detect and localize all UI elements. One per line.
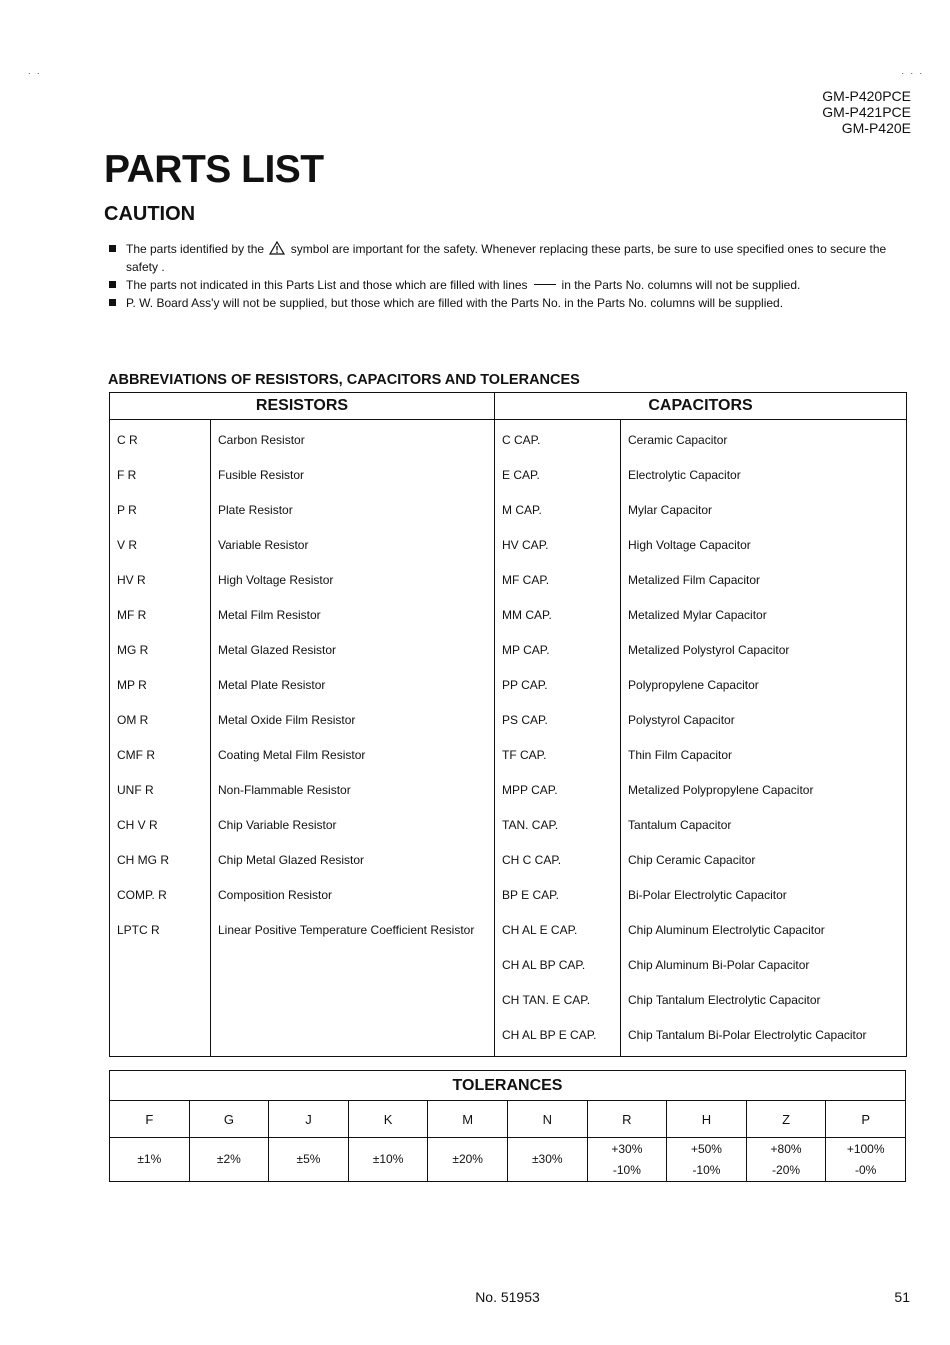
tolerances-table bbox=[109, 1070, 906, 1182]
dash-line-icon bbox=[534, 284, 556, 285]
table-row bbox=[110, 420, 907, 458]
table-row bbox=[110, 877, 907, 912]
caution-heading: CAUTION bbox=[104, 203, 196, 225]
capacitor-abbr-cell: C CAP. bbox=[495, 420, 621, 458]
capacitor-abbr-cell: PP CAP. bbox=[495, 667, 621, 702]
resistors-header: RESISTORS bbox=[110, 393, 495, 420]
capacitor-name-cell: Chip Tantalum Electrolytic Capacitor bbox=[621, 982, 907, 1017]
resistor-name-cell: Chip Metal Glazed Resistor bbox=[211, 842, 495, 877]
abbreviations-heading: ABBREVIATIONS OF RESISTORS, CAPACITORS AND TOLERANCES bbox=[108, 372, 580, 388]
tolerance-value bbox=[269, 1138, 349, 1182]
caution-note bbox=[108, 240, 913, 276]
capacitor-abbr-cell: E CAP. bbox=[495, 457, 621, 492]
resistor-abbr-cell: HV R bbox=[110, 562, 211, 597]
tolerance-minus: -10% bbox=[612, 1162, 641, 1177]
table-row bbox=[110, 982, 907, 1017]
resistor-name-cell: Metal Glazed Resistor bbox=[211, 632, 495, 667]
tolerance-value bbox=[428, 1138, 508, 1182]
table-row bbox=[110, 562, 907, 597]
capacitor-name-cell: Chip Tantalum Bi-Polar Electrolytic Capacitor bbox=[621, 1017, 907, 1057]
table-row bbox=[110, 1017, 907, 1057]
table-row bbox=[110, 807, 907, 842]
table-row bbox=[110, 947, 907, 982]
capacitor-abbr-cell: CH AL E CAP. bbox=[495, 912, 621, 947]
capacitor-name-cell: High Voltage Capacitor bbox=[621, 527, 907, 562]
capacitor-name-cell: Metalized Mylar Capacitor bbox=[621, 597, 907, 632]
resistor-abbr-cell: CH V R bbox=[110, 807, 211, 842]
tolerance-plus: ±20% bbox=[452, 1152, 483, 1166]
resistor-name-cell: Metal Oxide Film Resistor bbox=[211, 702, 495, 737]
capacitor-abbr-cell: CH TAN. E CAP. bbox=[495, 982, 621, 1017]
resistor-name-cell bbox=[211, 1017, 495, 1057]
capacitor-name-cell: Metalized Film Capacitor bbox=[621, 562, 907, 597]
tolerance-minus: -20% bbox=[772, 1162, 801, 1177]
table-row bbox=[110, 912, 907, 947]
capacitor-abbr-cell: M CAP. bbox=[495, 492, 621, 527]
resistor-abbr-cell: LPTC R bbox=[110, 912, 211, 947]
abbreviations-body bbox=[110, 420, 907, 1057]
tolerance-values-row bbox=[110, 1138, 906, 1182]
caution-note bbox=[108, 276, 913, 294]
capacitors-header: CAPACITORS bbox=[495, 393, 907, 420]
tolerance-code: N bbox=[507, 1101, 587, 1138]
tolerance-minus: -0% bbox=[855, 1162, 877, 1177]
table-row bbox=[110, 527, 907, 562]
capacitor-abbr-cell: MM CAP. bbox=[495, 597, 621, 632]
note-text: P. W. Board Ass'y will not be supplied, but those which are filled with the Parts No. in the Parts No. columns will be supplied. bbox=[126, 296, 784, 310]
resistor-name-cell: Composition Resistor bbox=[211, 877, 495, 912]
capacitor-name-cell: Chip Aluminum Electrolytic Capacitor bbox=[621, 912, 907, 947]
capacitor-abbr-cell: CH C CAP. bbox=[495, 842, 621, 877]
page-number: 51 bbox=[894, 1289, 910, 1305]
table-row bbox=[110, 667, 907, 702]
tolerance-plus: ±5% bbox=[296, 1152, 321, 1166]
resistor-name-cell: Fusible Resistor bbox=[211, 457, 495, 492]
capacitor-abbr-cell: MP CAP. bbox=[495, 632, 621, 667]
tolerance-plus: ±10% bbox=[372, 1152, 404, 1166]
resistor-name-cell: Linear Positive Temperature Coefficient Resistor bbox=[211, 912, 495, 947]
square-bullet-icon bbox=[109, 299, 116, 306]
tolerance-value bbox=[189, 1138, 269, 1182]
resistor-name-cell: Coating Metal Film Resistor bbox=[211, 737, 495, 772]
resistor-name-cell bbox=[211, 982, 495, 1017]
capacitor-name-cell: Chip Aluminum Bi-Polar Capacitor bbox=[621, 947, 907, 982]
resistor-abbr-cell: CH MG R bbox=[110, 842, 211, 877]
resistor-abbr-cell bbox=[110, 1017, 211, 1057]
model-number: GM-P420E bbox=[841, 120, 911, 136]
capacitor-abbr-cell: MPP CAP. bbox=[495, 772, 621, 807]
table-row bbox=[110, 457, 907, 492]
resistor-abbr-cell: V R bbox=[110, 527, 211, 562]
resistor-name-cell bbox=[211, 947, 495, 982]
capacitor-abbr-cell: PS CAP. bbox=[495, 702, 621, 737]
resistor-name-cell: Metal Film Resistor bbox=[211, 597, 495, 632]
resistor-abbr-cell: F R bbox=[110, 457, 211, 492]
note-text: in the Parts No. columns will not be supplied. bbox=[561, 278, 801, 292]
resistor-abbr-cell: UNF R bbox=[110, 772, 211, 807]
table-row bbox=[110, 772, 907, 807]
tolerance-code: Z bbox=[746, 1101, 826, 1138]
tolerance-value bbox=[667, 1138, 747, 1182]
tolerance-plus: +80% bbox=[770, 1141, 802, 1156]
table-row bbox=[110, 632, 907, 667]
caution-note bbox=[108, 294, 913, 312]
capacitor-name-cell: Polypropylene Capacitor bbox=[621, 667, 907, 702]
tolerance-code: H bbox=[667, 1101, 747, 1138]
note-text: The parts identified by the bbox=[126, 242, 265, 256]
resistor-abbr-cell: CMF R bbox=[110, 737, 211, 772]
capacitor-name-cell: Chip Ceramic Capacitor bbox=[621, 842, 907, 877]
tolerance-value bbox=[507, 1138, 587, 1182]
square-bullet-icon bbox=[109, 245, 116, 252]
table-row bbox=[110, 842, 907, 877]
capacitor-name-cell: Bi-Polar Electrolytic Capacitor bbox=[621, 877, 907, 912]
tolerance-value bbox=[826, 1138, 906, 1182]
resistor-name-cell: Plate Resistor bbox=[211, 492, 495, 527]
capacitor-name-cell: Thin Film Capacitor bbox=[621, 737, 907, 772]
model-numbers bbox=[822, 88, 911, 136]
tolerance-code: J bbox=[269, 1101, 349, 1138]
capacitor-name-cell: Electrolytic Capacitor bbox=[621, 457, 907, 492]
tolerance-value bbox=[746, 1138, 826, 1182]
tolerance-plus: ±30% bbox=[531, 1152, 563, 1166]
corner-marks-left: . . bbox=[28, 66, 42, 76]
resistor-abbr-cell bbox=[110, 947, 211, 982]
capacitor-name-cell: Ceramic Capacitor bbox=[621, 420, 907, 458]
table-row bbox=[110, 702, 907, 737]
capacitor-abbr-cell: BP E CAP. bbox=[495, 877, 621, 912]
tolerance-code: R bbox=[587, 1101, 667, 1138]
table-row bbox=[110, 492, 907, 527]
corner-marks-right: . . . bbox=[901, 66, 924, 76]
tolerance-value bbox=[348, 1138, 428, 1182]
resistor-abbr-cell: MF R bbox=[110, 597, 211, 632]
resistor-name-cell: Carbon Resistor bbox=[211, 420, 495, 458]
tolerances-header: TOLERANCES bbox=[110, 1071, 906, 1101]
tolerance-minus: -10% bbox=[692, 1162, 721, 1177]
tolerance-plus: +50% bbox=[690, 1141, 722, 1156]
abbreviations-table bbox=[109, 392, 907, 1057]
capacitor-name-cell: Polystyrol Capacitor bbox=[621, 702, 907, 737]
model-number: GM-P420PCE bbox=[822, 88, 911, 104]
resistor-abbr-cell: C R bbox=[110, 420, 211, 458]
capacitor-abbr-cell: CH AL BP CAP. bbox=[495, 947, 621, 982]
square-bullet-icon bbox=[109, 281, 116, 288]
tolerance-code: P bbox=[826, 1101, 906, 1138]
tolerance-plus: +100% bbox=[846, 1141, 885, 1156]
note-text: The parts not indicated in this Parts List and those which are filled with lines bbox=[126, 278, 528, 292]
resistor-abbr-cell: MP R bbox=[110, 667, 211, 702]
capacitor-abbr-cell: TF CAP. bbox=[495, 737, 621, 772]
tolerance-codes-row bbox=[110, 1101, 906, 1138]
tolerance-code: F bbox=[110, 1101, 190, 1138]
resistor-name-cell: Variable Resistor bbox=[211, 527, 495, 562]
capacitor-name-cell: Metalized Polystyrol Capacitor bbox=[621, 632, 907, 667]
capacitor-abbr-cell: HV CAP. bbox=[495, 527, 621, 562]
resistor-name-cell: High Voltage Resistor bbox=[211, 562, 495, 597]
table-row bbox=[110, 737, 907, 772]
resistor-name-cell: Metal Plate Resistor bbox=[211, 667, 495, 702]
resistor-name-cell: Chip Variable Resistor bbox=[211, 807, 495, 842]
document-number: No. 51953 bbox=[475, 1289, 540, 1305]
note-text: symbol are important for the safety. Whenever replacing these parts, be sure to use specified ones to secure the safety . bbox=[126, 242, 887, 274]
capacitor-abbr-cell: TAN. CAP. bbox=[495, 807, 621, 842]
tolerance-value bbox=[110, 1138, 190, 1182]
resistor-abbr-cell: OM R bbox=[110, 702, 211, 737]
tolerance-plus: ±1% bbox=[137, 1152, 162, 1166]
resistor-name-cell: Non-Flammable Resistor bbox=[211, 772, 495, 807]
capacitor-name-cell: Tantalum Capacitor bbox=[621, 807, 907, 842]
tolerance-code: G bbox=[189, 1101, 269, 1138]
tolerance-value bbox=[587, 1138, 667, 1182]
tolerance-code: K bbox=[348, 1101, 428, 1138]
resistor-abbr-cell: P R bbox=[110, 492, 211, 527]
capacitor-abbr-cell: CH AL BP E CAP. bbox=[495, 1017, 621, 1057]
capacitor-name-cell: Metalized Polypropylene Capacitor bbox=[621, 772, 907, 807]
caution-notes bbox=[108, 240, 913, 312]
resistor-abbr-cell bbox=[110, 982, 211, 1017]
table-row bbox=[110, 597, 907, 632]
tolerance-plus: ±2% bbox=[216, 1152, 241, 1166]
tolerance-plus: +30% bbox=[611, 1141, 643, 1156]
capacitor-abbr-cell: MF CAP. bbox=[495, 562, 621, 597]
tolerance-code: M bbox=[428, 1101, 508, 1138]
page-title: PARTS LIST bbox=[104, 148, 324, 191]
resistor-abbr-cell: COMP. R bbox=[110, 877, 211, 912]
resistor-abbr-cell: MG R bbox=[110, 632, 211, 667]
capacitor-name-cell: Mylar Capacitor bbox=[621, 492, 907, 527]
model-number: GM-P421PCE bbox=[822, 104, 911, 120]
warning-triangle-icon bbox=[269, 241, 285, 255]
